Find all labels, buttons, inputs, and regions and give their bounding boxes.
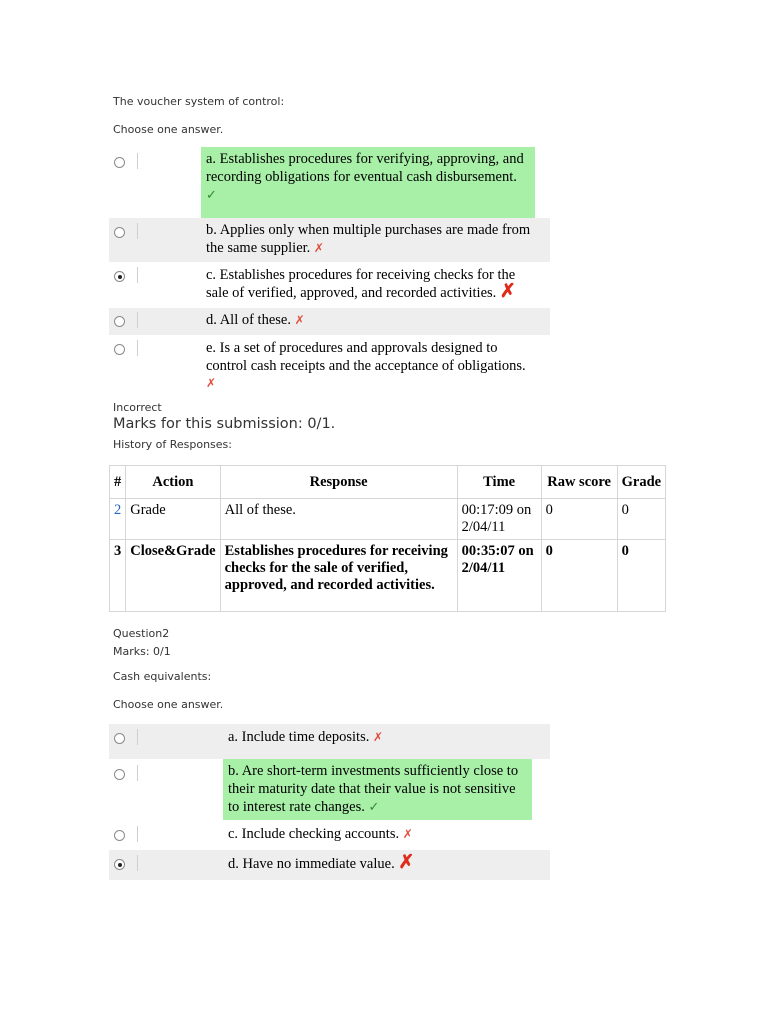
check-icon: ✓: [206, 187, 217, 202]
table-row: [110, 540, 666, 612]
cross-icon: ✗: [402, 827, 413, 841]
option-text: b. Are short-term investments sufficiently close to their maturity date that their value is not sensitive to interest rate changes.: [228, 763, 519, 815]
marks-label: Marks for this submission: 0/1.: [113, 416, 336, 432]
action-cell: Close&Grade: [126, 540, 220, 612]
cross-icon-large: ✗: [499, 280, 516, 302]
q1-option-a[interactable]: [109, 147, 550, 218]
table-row: [110, 499, 666, 540]
col-header-response: Response: [220, 466, 457, 499]
question-prompt: Cash equivalents:: [113, 670, 212, 683]
question-marks: Marks: 0/1: [113, 645, 171, 658]
raw-score-cell: 0: [541, 540, 617, 612]
choose-one-label: Choose one answer.: [113, 698, 224, 711]
question-number: Question2: [113, 627, 170, 640]
result-label: Incorrect: [113, 401, 162, 414]
q1-option-b[interactable]: [109, 218, 550, 262]
radio-button[interactable]: [114, 769, 125, 780]
q1-option-e[interactable]: [109, 335, 550, 397]
cross-icon: ✗: [313, 240, 324, 255]
option-text: d. Have no immediate value.: [228, 856, 395, 872]
col-header-num: #: [110, 466, 126, 499]
cross-icon: ✗: [294, 313, 305, 327]
col-header-action: Action: [126, 466, 220, 499]
radio-button-selected[interactable]: [114, 271, 125, 282]
response-cell: Establishes procedures for receiving checks for the sale of verified, approved, and recorded activities.: [220, 540, 457, 612]
option-text: c. Include checking accounts.: [228, 826, 400, 842]
response-cell: All of these.: [220, 499, 457, 540]
option-text: a. Establishes procedures for verifying, approving, and recording obligations for eventual cash disbursement.: [206, 151, 524, 185]
radio-button-selected[interactable]: [114, 859, 125, 870]
q1-option-c[interactable]: [109, 262, 550, 308]
option-text: a. Include time deposits.: [228, 729, 370, 745]
question-prompt: The voucher system of control:: [113, 95, 285, 108]
q2-option-a[interactable]: [109, 724, 550, 759]
q1-option-d[interactable]: [109, 308, 550, 335]
grade-cell: 0: [617, 499, 665, 540]
action-cell: Grade: [126, 499, 220, 540]
radio-button[interactable]: [114, 830, 125, 841]
cross-icon: ✗: [372, 730, 384, 744]
col-header-raw-score: Raw score: [541, 466, 617, 499]
radio-button[interactable]: [114, 316, 125, 327]
history-table: [109, 465, 666, 612]
radio-button[interactable]: [114, 157, 125, 168]
q2-option-b[interactable]: [109, 759, 550, 822]
history-title: History of Responses:: [113, 438, 232, 451]
raw-score-cell: 0: [541, 499, 617, 540]
time-cell: 00:17:09 on 2/04/11: [457, 499, 541, 540]
col-header-grade: Grade: [617, 466, 665, 499]
q2-option-d[interactable]: [109, 850, 550, 880]
option-text: e. Is a set of procedures and approvals designed to control cash receipts and the acceptance of obligations.: [206, 340, 526, 374]
radio-button[interactable]: [114, 733, 125, 744]
cross-icon-large: ✗: [398, 852, 415, 873]
choose-one-label: Choose one answer.: [113, 123, 224, 136]
radio-button[interactable]: [114, 344, 125, 355]
check-icon: ✓: [368, 799, 380, 814]
time-cell: 00:35:07 on 2/04/11: [457, 540, 541, 612]
option-text: b. Applies only when multiple purchases are made from the same supplier.: [206, 222, 531, 256]
option-text: d. All of these.: [206, 312, 291, 328]
cross-icon: ✗: [206, 376, 217, 390]
response-number: 3: [110, 540, 126, 612]
col-header-time: Time: [457, 466, 541, 499]
q2-option-c[interactable]: [109, 822, 550, 850]
option-text: c. Establishes procedures for receiving checks for the sale of verified, approved, and recorded activities.: [206, 267, 516, 301]
response-number-link[interactable]: 2: [110, 499, 126, 540]
grade-cell: 0: [617, 540, 665, 612]
radio-button[interactable]: [114, 227, 125, 238]
